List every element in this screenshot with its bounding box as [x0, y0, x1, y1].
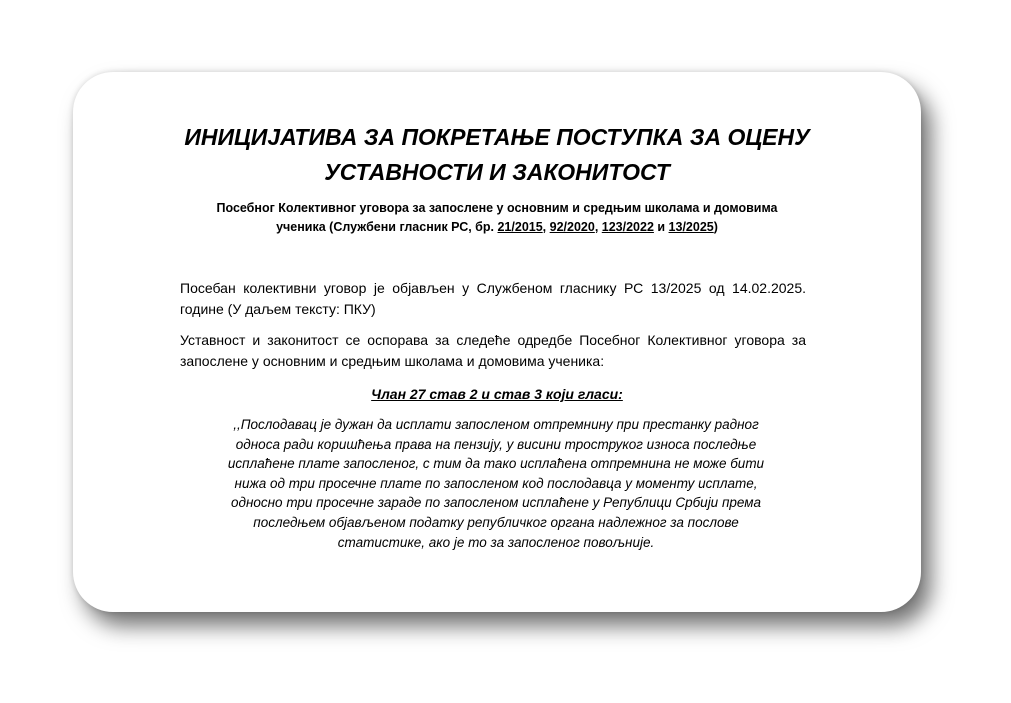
ref-separator: ,	[542, 220, 550, 234]
document-subtitle	[183, 199, 811, 237]
article-heading: Члан 27 став 2 и став 3 који гласи:	[371, 386, 623, 402]
publication-paragraph: Посебан колективни уговор је објављен у Службеном гласнику РС 13/2025 од 14.02.2025. године (У даљем тексту: ПКУ)	[180, 280, 806, 317]
gazette-ref-link[interactable]: 21/2015	[497, 220, 543, 234]
quote-line: последњем објављеном податку републичког органа надлежног за послове	[253, 514, 739, 530]
title-line-1: ИНИЦИЈАТИВА ЗА ПОКРЕТАЊЕ ПОСТУПКА ЗА ОЦЕНУ	[184, 124, 810, 150]
contested-provisions-paragraph: Уставност и законитост се оспорава за следеће одредбе Посебног Колективног уговора за запослене у основним и средњим школама и домовима ученика:	[180, 332, 806, 369]
subtitle-line-1: Посебног Колективног уговора за запослене у основним и средњим школама и домовима	[216, 201, 778, 215]
quote-line: нижа од три просечне плате по запосленом код послодавца у моменту исплате,	[234, 475, 758, 491]
title-line-2: УСТАВНОСТИ И ЗАКОНИТОСТ	[324, 159, 670, 185]
ref-separator: ,	[594, 220, 602, 234]
quote-line: статистике, ако је то за запосленог повољније.	[337, 534, 655, 550]
quote-line: односа ради коришћења права на пензију, у висини троструког износа последње	[235, 436, 757, 452]
subtitle-line-2	[183, 218, 811, 237]
gazette-ref-link[interactable]: 123/2022	[601, 220, 654, 234]
document-title	[73, 120, 921, 190]
gazette-ref-link[interactable]: 92/2020	[549, 220, 595, 234]
subtitle-line-2-suffix: )	[713, 220, 718, 234]
gazette-ref-link[interactable]: 13/2025	[668, 220, 714, 234]
document-card	[73, 72, 921, 612]
article-quote	[191, 415, 801, 552]
quote-line: исплаћене плате запосленог, с тим да тако исплаћена отпремнина не може бити	[227, 456, 765, 472]
quote-line: ,,Послодавац је дужан да исплати запосленом отпремнину при престанку радног	[233, 417, 759, 432]
subtitle-line-2-prefix: ученика (Службени гласник РС, бр.	[276, 220, 498, 234]
quote-line: односно три просечне зараде по запосленом исплаћене у Републици Србији према	[230, 495, 762, 511]
ref-separator: и	[653, 220, 669, 234]
